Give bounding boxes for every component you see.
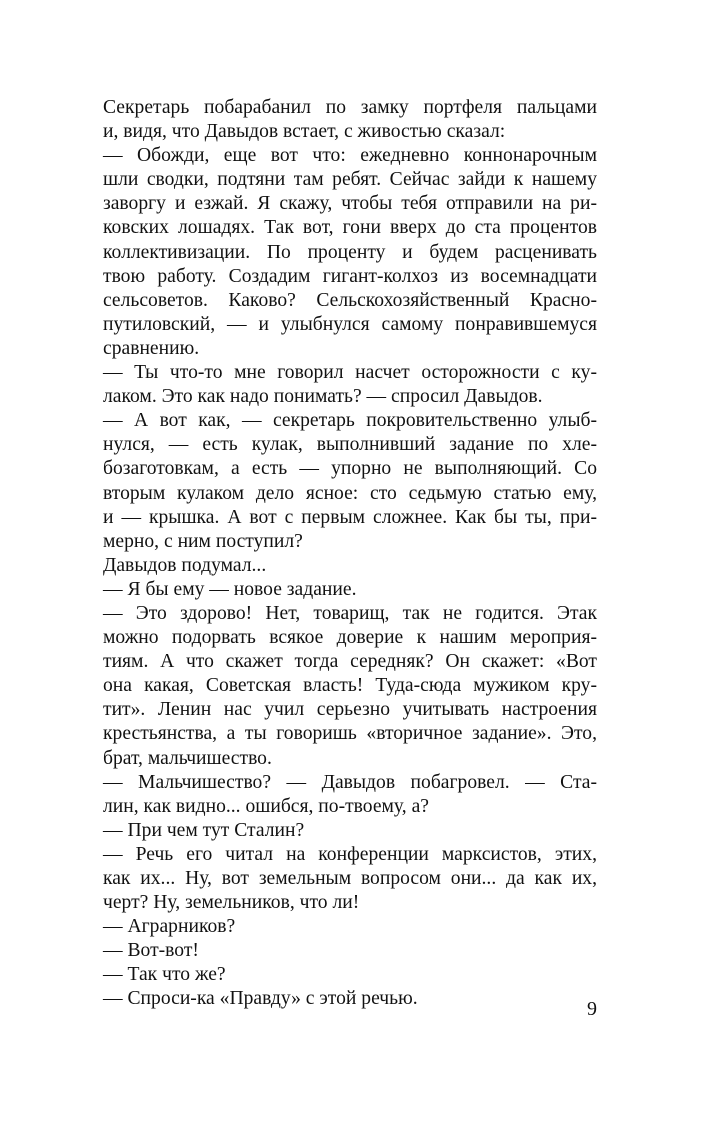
text-line: путиловский, — и улыбнулся самому понравившемуся [103, 313, 597, 335]
text-line: бозаготовкам, а есть — упорно не выполняющий. Со [103, 458, 597, 480]
text-line: мерно, с ним поступил? [103, 530, 303, 552]
text-line: тиям. А что скажет тогда середняк? Он скажет: «Вот [103, 651, 597, 673]
text-line: лин, как видно... ошибся, по-твоему, а? [103, 795, 429, 817]
text-line: как их... Ну, вот земельным вопросом они... да как их, [103, 868, 597, 889]
text-line: — Спроси-ка «Правду» с этой речью. [103, 988, 418, 1010]
text-line: лаком. Это как надо понимать? — спросил Давыдов. [103, 386, 543, 408]
text-line: она какая, Советская власть! Туда-сюда мужиком кру- [103, 675, 597, 697]
text-line: — Аграрников? [103, 916, 236, 938]
text-line: Секретарь побарабанил по замку портфеля пальцами [103, 97, 597, 118]
paragraph [103, 361, 597, 409]
paragraph [103, 963, 597, 987]
text-line: — Ты что-то мне говорил насчет осторожности с ку- [103, 362, 597, 384]
text-line: вторым кулаком дело ясное: сто седьмую статью ему, [103, 482, 597, 504]
text-line: шли сводки, подтяни там ребят. Сейчас зайди к нашему [103, 169, 597, 191]
text-line: сельсоветов. Каково? Сельскохозяйственный Красно- [103, 289, 597, 311]
text-line: Давыдов подумал... [103, 554, 267, 576]
text-line: тит». Ленин нас учил серьезно учитывать настроения [103, 699, 597, 721]
paragraph [103, 819, 597, 843]
paragraph [103, 554, 597, 578]
text-line: — А вот как, — секретарь покровительственно улыб- [103, 410, 597, 432]
paragraph [103, 578, 597, 602]
text-line: брат, мальчишество. [103, 747, 272, 769]
paragraph [103, 915, 597, 939]
text-line: — Мальчишество? — Давыдов побагровел. — Ста- [103, 771, 597, 793]
text-line: — Обожди, еще вот что: ежедневно коннонарочным [103, 145, 597, 167]
paragraph [103, 843, 597, 915]
page-number: 9 [587, 998, 597, 1020]
paragraph [103, 96, 597, 144]
text-line: ковских лошадях. Так вот, гони вверх до ста процентов [103, 217, 597, 239]
text-line: — Так что же? [103, 964, 226, 986]
paragraph [103, 771, 597, 819]
text-line: — При чем тут Сталин? [103, 819, 305, 841]
text-line: можно подорвать всякое доверие к нашим мероприя- [103, 627, 597, 649]
paragraph [103, 987, 597, 1011]
text-line: твою работу. Создадим гигант-колхоз из восемнадцати [103, 265, 597, 287]
text-line: крестьянства, а ты говоришь «вторичное задание». Это, [103, 723, 597, 745]
text-line: сравнению. [103, 337, 200, 359]
text-line: коллективизации. По проценту и будем расценивать [103, 241, 597, 263]
paragraph [103, 409, 597, 554]
paragraph [103, 144, 597, 361]
paragraph [103, 939, 597, 963]
text-line: — Это здорово! Нет, товарищ, так не годится. Этак [103, 602, 597, 624]
text-line: — Я бы ему — новое задание. [103, 578, 357, 600]
text-line: черт? Ну, земельников, что ли! [103, 892, 360, 914]
text-line: и, видя, что Давыдов встает, с живостью сказал: [103, 121, 506, 143]
text-line: — Вот-вот! [103, 940, 199, 962]
text-line: — Речь его читал на конференции марксистов, этих, [103, 843, 597, 865]
text-line: заворгу и езжай. Я скажу, чтобы тебя отправили на ри- [103, 193, 597, 215]
page-body [103, 96, 597, 1012]
text-line: нулся, — есть кулак, выполнивший задание по хле- [103, 434, 597, 456]
paragraph [103, 602, 597, 771]
text-line: и — крышка. А вот с первым сложнее. Как бы ты, при- [103, 506, 597, 528]
